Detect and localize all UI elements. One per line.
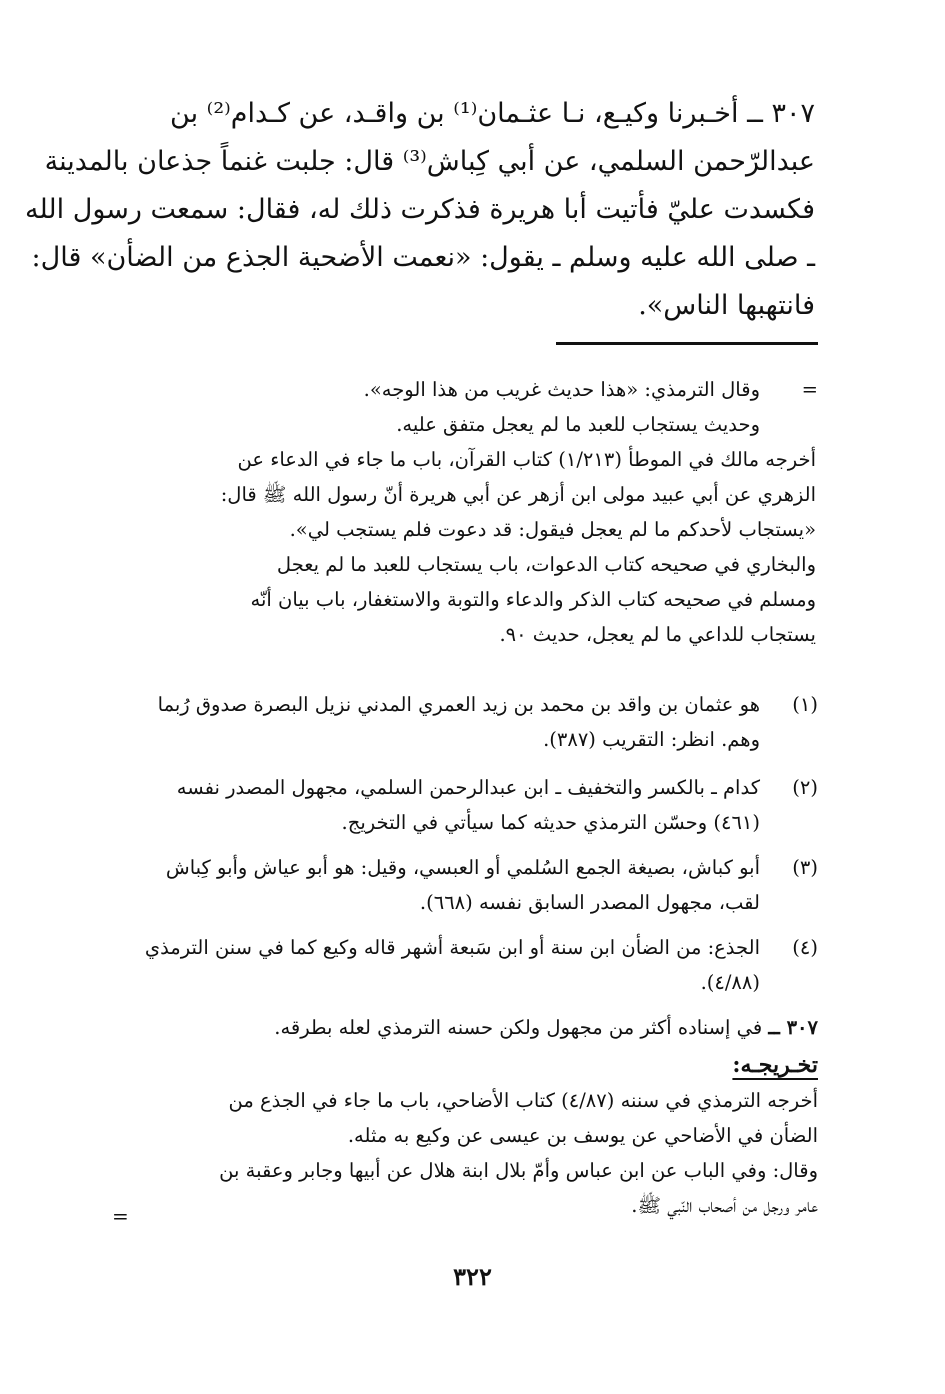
main-text-line: فانتهبها الناس». [638, 290, 815, 321]
footnote-line: أخرجه مالك في الموطأ (١/٢١٣) كتاب القرآن، باب ما جاء في الدعاء عن [237, 448, 816, 471]
footnote-line: (٤٦١) وحسّن الترمذي حديثه كما سيأتي في التخريج. [341, 811, 760, 834]
footnote-1 [125, 687, 818, 757]
footnote-2 [125, 770, 818, 840]
main-text-line: ـ صلى الله عليه وسلم ـ يقول: «نعمت الأضحية الجذع من الضأن» قال: [31, 242, 815, 273]
footnote-marker: (٢) [792, 776, 818, 799]
footnote-line: وحديث يستجاب للعبد ما لم يعجل متفق عليه. [396, 413, 760, 436]
footnote-marker: (٤) [792, 936, 818, 959]
footnote-line: وهم. انظر: التقريب (٣٨٧). [543, 728, 760, 751]
footnote-line: عامر ورجل من أصحاب النّبي ﷺ. [631, 1194, 818, 1217]
hadith-grade-note [125, 1010, 818, 1045]
footnote-4 [125, 930, 818, 1000]
hadith-main-text [24, 90, 815, 330]
footnote-line: «يستجاب لأحدكم ما لم يعجل فيقول: قد دعوت فلم يستجب لي». [289, 518, 816, 541]
footnote-line: ومسلم في صحيحه كتاب الذكر والدعاء والتوبة والاستغفار، باب بيان أنّه [250, 588, 816, 611]
hadith-number: ٣٠٧ ــ [768, 1016, 818, 1039]
footnote-line: وقال الترمذي: «هذا حديث غريب من هذا الوجه». [363, 378, 760, 401]
footnote-line: الزهري عن أبي عبيد مولى ابن أزهر عن أبي هريرة أنّ رسول الله ﷺ قال: [220, 483, 816, 506]
continued-marker: = [112, 1204, 129, 1228]
footnote-marker: (١) [792, 693, 818, 716]
footnote-line: أبو كباش، بصيغة الجمع السُلمي أو العبسي، وقيل: هو أبو عياش وأبو كِباش [165, 856, 760, 879]
footnote-continuation [125, 372, 818, 652]
footnote-line: الضأن في الأضاحي عن يوسف بن عيسى عن وكيع به مثله. [347, 1124, 818, 1147]
footnote-line: الجذع: من الضأن ابن سنة أو ابن سَبعة أشهر قاله وكيع كما في سنن الترمذي [144, 936, 760, 959]
main-text-line: ٣٠٧ ــ أخـبرنا وكيـع، نـا عثـمان⁽¹⁾ بن واقـد، عن كـدام⁽²⁾ بن [170, 98, 815, 129]
takhrij-section [125, 1048, 818, 1223]
footnote-line: يستجاب للداعي ما لم يعجل، حديث ٩٠. [499, 623, 816, 646]
footnote-marker: (٣) [792, 856, 818, 879]
page-number: ٣٢٢ [453, 1262, 492, 1291]
footnote-3 [125, 850, 818, 920]
main-text-line: فكسدت عليّ فأتيت أبا هريرة فذكرت ذلك له، فقال: سمعت رسول الله [24, 194, 815, 225]
footnote-line: كدام ـ بالكسر والتخفيف ـ ابن عبدالرحمن السلمي، مجهول المصدر نفسه [176, 776, 760, 799]
continuation-marker: = [801, 378, 818, 401]
footnote-line: (٤/٨٨). [700, 971, 760, 994]
hadith-grade-text: في إسناده أكثر من مجهول ولكن حسنه الترمذي لعله بطرقه. [274, 1016, 763, 1039]
main-text-line: عبدالرّحمن السلمي، عن أبي كِباش⁽³⁾ قال: جلبت غنماً جذعان بالمدينة [44, 146, 815, 177]
takhrij-heading: تخـريجـه: [732, 1052, 818, 1078]
footnote-line: هو عثمان بن واقد بن محمد بن زيد العمري المدني نزيل البصرة صدوق رُبما [157, 693, 760, 716]
footnote-line: والبخاري في صحيحه كتاب الدعوات، باب يستجاب للعبد ما لم يعجل [276, 553, 816, 576]
footnote-line: لقب، مجهول المصدر السابق نفسه (٦٦٨). [419, 891, 760, 914]
footnote-separator [556, 342, 818, 345]
footnote-line: وقال: وفي الباب عن ابن عباس وأمّ بلال ابنة هلال عن أبيها وجابر وعقبة بن [219, 1159, 818, 1182]
footnote-line: أخرجه الترمذي في سننه (٤/٨٧) كتاب الأضاحي، باب ما جاء في الجذع من [228, 1089, 818, 1112]
